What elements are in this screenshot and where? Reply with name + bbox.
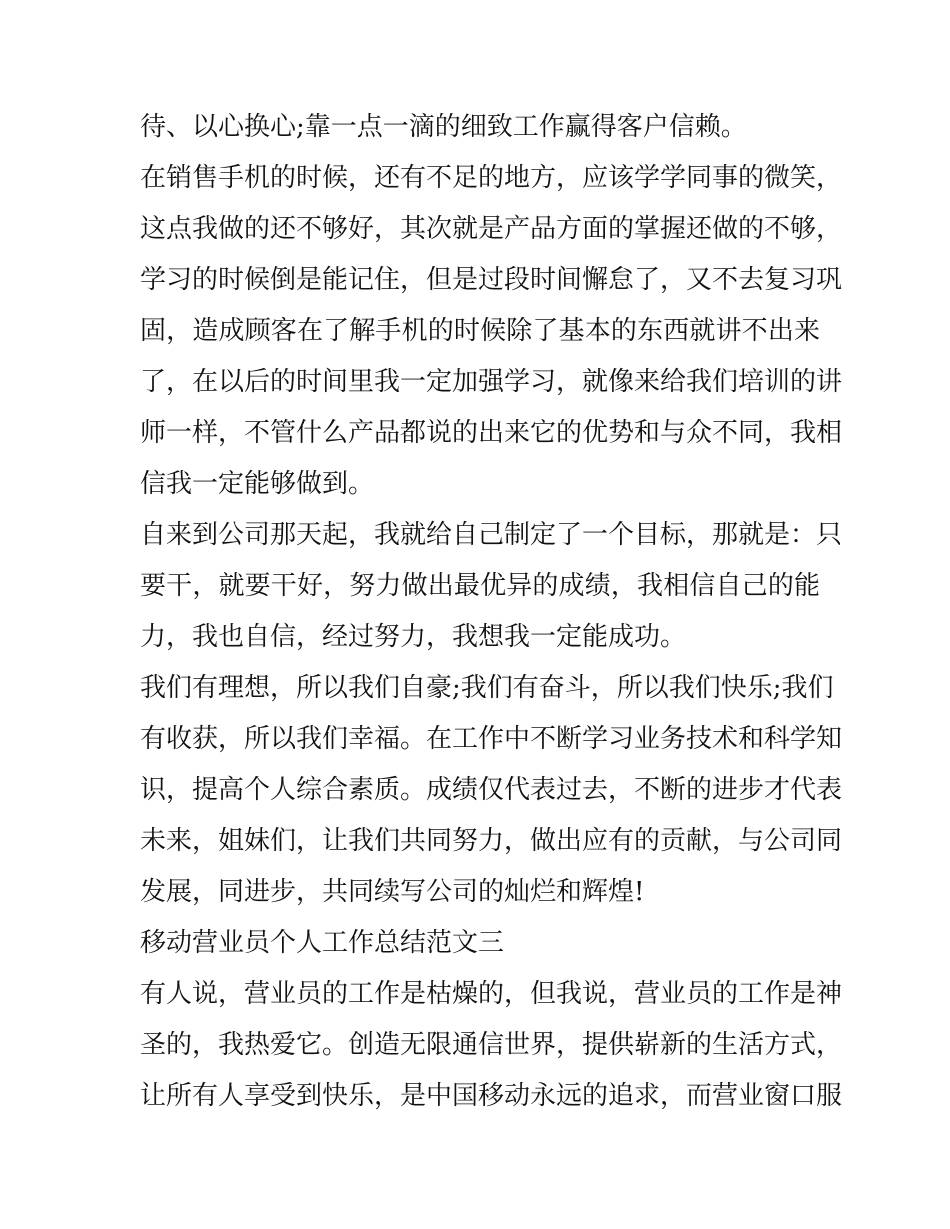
text-line: 学习的时候倒是能记住，但是过段时间懈怠了，又不去复习巩: [140, 265, 843, 295]
text-line: 未来，姐妹们，让我们共同努力，做出应有的贡献，与公司同: [140, 826, 843, 856]
text-line: 圣的，我热爱它。创造无限通信世界，提供崭新的生活方式，: [140, 1030, 843, 1060]
text-line: 待、以心换心;靠一点一滴的细致工作赢得客户信赖。: [140, 112, 747, 142]
paragraph-2: [140, 153, 843, 510]
text-line: 在销售手机的时候，还有不足的地方，应该学学同事的微笑，: [140, 163, 843, 193]
text-line: 发展，同进步，共同续写公司的灿烂和辉煌!: [140, 877, 645, 907]
text-line: 要干，就要干好，努力做出最优异的成绩，我相信自己的能: [140, 571, 820, 601]
text-line: 有人说，营业员的工作是枯燥的，但我说，营业员的工作是神: [140, 979, 843, 1009]
text-line: 了，在以后的时间里我一定加强学习，就像来给我们培训的讲: [140, 367, 843, 397]
text-line: 我们有理想，所以我们自豪;我们有奋斗，所以我们快乐;我们: [140, 673, 834, 703]
section-heading: 移动营业员个人工作总结范文三: [140, 928, 505, 958]
document-body: [140, 102, 843, 1122]
paragraph-5: [140, 969, 843, 1122]
text-line: 有收获，所以我们幸福。在工作中不断学习业务技术和科学知: [140, 724, 843, 754]
text-line: 识，提高个人综合素质。成绩仅代表过去，不断的进步才代表: [140, 775, 843, 805]
text-line: 师一样，不管什么产品都说的出来它的优势和与众不同，我相: [140, 418, 843, 448]
paragraph-1: [140, 102, 820, 153]
text-line: 自来到公司那天起，我就给自己制定了一个目标，那就是：只: [140, 520, 843, 550]
text-line: 信我一定能够做到。: [140, 469, 375, 499]
paragraph-4: [140, 663, 843, 918]
text-line: 这点我做的还不够好，其次就是产品方面的掌握还做的不够，: [140, 214, 843, 244]
text-line: 力，我也自信，经过努力，我想我一定能成功。: [140, 622, 687, 652]
text-line: 固，造成顾客在了解手机的时候除了基本的东西就讲不出来: [140, 316, 820, 346]
text-line: 让所有人享受到快乐，是中国移动永远的追求，而营业窗口服: [140, 1081, 843, 1111]
paragraph-3: [140, 510, 843, 663]
